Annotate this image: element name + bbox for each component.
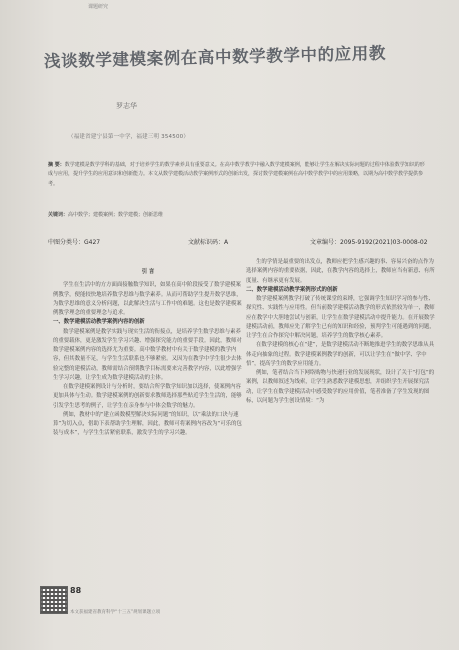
section-heading: 二、数学建模活动教学案例形式的创新 [246, 286, 338, 293]
keywords [48, 211, 428, 219]
paragraph: 数学建模案例教学打破了传统课堂的束缚，它强调学生知识学习的参与性、探究性、实践性与应用性。但当前数学建模活动教学的形式依然较为单一，教师应在教学中大胆地尝试与创新，让学生在数学建模活动中提升能力。在开展数学建模活动前，教师应先了解学生已有的知识和经验，预判学生可能遇到的问题，让学生在合作探究中解决问题，培养学生的数学核心素养。 [246, 296, 435, 339]
journal-section-tag: 课题研究 [88, 4, 109, 10]
keywords-label: 关键词： [48, 212, 69, 218]
document-code: 文献标识码：A [188, 239, 229, 246]
article-title: 浅谈数学建模案例在高中数学教学中的应用教 [43, 43, 387, 71]
abstract-text: 数学建模是数学学科的基础，对于培养学生的数学素养具有重要意义。在高中数学教学中融入数学建模案例，能够让学生在解决实际问题的过程中体验数学知识的形成与应用，提升学生的应用意识和创新能力。本文从数学建模活动教学案例形式的创新出发，探讨数学建模案例在高中数学教学中的应用策略，以期为高中数学教学提供参考。 [48, 162, 425, 187]
introduction-heading: 引 言 [141, 269, 155, 275]
page-number: 88 [70, 586, 82, 595]
paragraph: 学生在生活中的方方面面接触数学知识，如果在高中阶段接受了数学建模案例教学，便能较快地培养数学思维与数学素养。从而可帮助学生提升数学思维，为数学思维的意义分析问题，以此解决生活与工作中的难题。这也是数学建模案例教学理念的重要理念与追求。 [53, 282, 242, 316]
left-column [53, 268, 243, 439]
paragraph: 例如，笔者结合当下网络购物与快递行业的发展现状，设计了关于“打包”的案例，以教师叙述为线索，让学生熟悉数学建模思想，并组织学生开展探究活动，让学生在数学建模活动中感受数学的应用价值，笔者准备了学生发现的图标，以问题为学生创设情境：“为 [246, 370, 435, 404]
right-column [246, 258, 436, 406]
paragraph: 例如，教材中的“建立函数模型解决实际问题”的知识，以“乘法的口诀与速算”为切入点，借助下表帮助学生理解，因此，教师可将案例内容改为“可乐的包装与成本”，与学生生活紧密联系，激发学生的学习兴趣。 [53, 411, 242, 437]
paragraph: 在数学建模案例设计与分析时，要结合所学数学知识加以选择，使案例内容更加具体与生动。数学建模案例的创新要求教师选择那些贴近学生生活的，能够引发学生思考的例子，让学生在亲身参与中体会数学的魅力。 [53, 384, 242, 409]
article-metadata [48, 237, 428, 247]
paragraph: 数学建模案例是教学实践与现实生活的衔接点，是培养学生数学思维与素养的重要载体，更是激发学生学习兴趣、增强探究能力的重要手段。因此，教师对数学建模案例内容的选择尤为重要。高中数学教材中有关于数学建模的教学内容，但其数量不足，与学生生活联系也不够紧密。又因为在教学中学生很少去体验完整的建模活动，教师需结合预期教学目标需要来完善教学内容，以此增强学生学习兴趣，让学生成为数学建模活动的主体。 [53, 328, 242, 381]
abstract-label: 摘 要： [48, 162, 65, 168]
section-heading: 一、数学建模活动教学案例内容的创新 [53, 319, 145, 326]
author-name: 罗志华 [116, 102, 137, 110]
clc-number: 中图分类号：G427 [48, 239, 101, 246]
abstract [48, 161, 428, 189]
article-number: 文章编号：2095-9192(2021)03-0008-02 [310, 239, 428, 246]
paragraph: 在数学建模的核心在“建”，是数学建模活动不断地推进学生的数学思维从具体走向抽象的过程。数学建模案例教学的创新，可以让学生在“做中学、学中悟”，提高学生的数学应用能力。 [246, 342, 435, 367]
qr-code [40, 586, 68, 614]
author-affiliation: （福建省建宁县第一中学，福建三明 354500） [68, 134, 190, 140]
paragraph: 生的学情是最重要的出发点，教师应把学生感兴趣的事、容易兴奋的点作为选择案例内容的重要依据，因此，在教学内容的选择上，教师应当有新意、有所度量、有继承更有发展。 [246, 259, 435, 284]
keywords-text: 高中数学；建模案例；数学建模；创新思维 [68, 212, 164, 218]
footer-note: 本文获福建省教育科学“十三五”规划课题立项 [70, 610, 161, 615]
